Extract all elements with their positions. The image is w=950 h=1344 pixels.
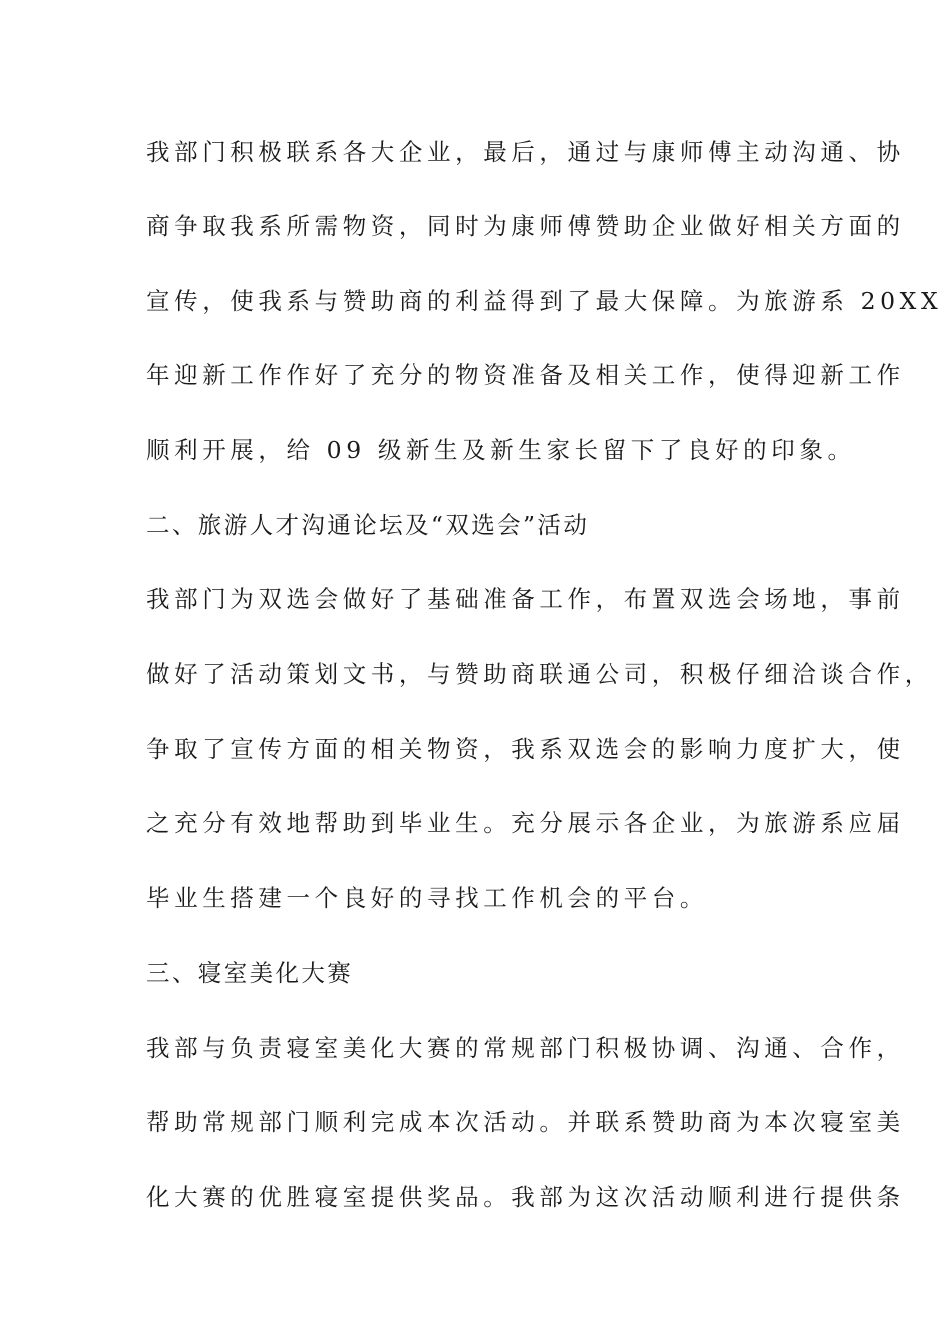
paragraph-line: 商争取我系所需物资，同时为康师傅赞助企业做好相关方面的 (146, 212, 905, 240)
paragraph-line: 帮助常规部门顺利完成本次活动。并联系赞助商为本次寝室美 (146, 1108, 905, 1136)
section-heading: 二、旅游人才沟通论坛及“双选会”活动 (146, 511, 590, 539)
paragraph-line: 争取了宣传方面的相关物资，我系双选会的影响力度扩大，使 (146, 735, 905, 763)
paragraph-line: 化大赛的优胜寝室提供奖品。我部为这次活动顺利进行提供条 (146, 1183, 905, 1211)
paragraph-line: 我部门为双选会做好了基础准备工作，布置双选会场地，事前 (146, 585, 905, 613)
paragraph-line: 我部门积极联系各大企业，最后，通过与康师傅主动沟通、协 (146, 138, 905, 166)
paragraph-line: 年迎新工作作好了充分的物资准备及相关工作，使得迎新工作 (146, 361, 905, 389)
paragraph-line: 宣传，使我系与赞助商的利益得到了最大保障。为旅游系 20XX (146, 287, 943, 315)
paragraph-line: 我部与负责寝室美化大赛的常规部门积极协调、沟通、合作， (146, 1034, 905, 1062)
paragraph-line: 顺利开展，给 09 级新生及新生家长留下了良好的印象。 (146, 436, 856, 464)
section-heading: 三、寝室美化大赛 (146, 959, 354, 987)
paragraph-line: 毕业生搭建一个良好的寻找工作机会的平台。 (146, 884, 708, 912)
paragraph-line: 之充分有效地帮助到毕业生。充分展示各企业，为旅游系应届 (146, 809, 905, 837)
paragraph-line: 做好了活动策划文书，与赞助商联通公司，积极仔细洽谈合作， (146, 660, 933, 688)
